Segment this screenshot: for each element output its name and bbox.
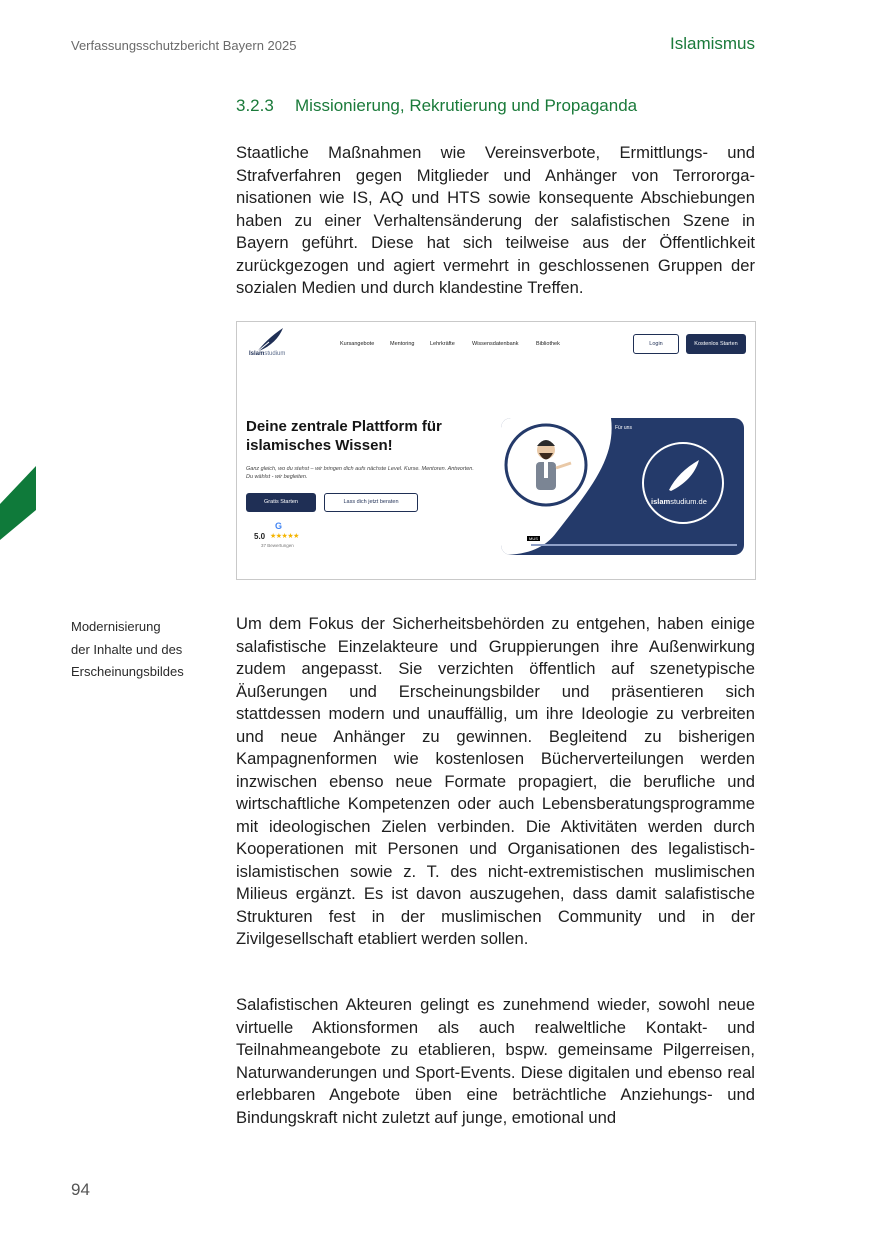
margin-note-line: Modernisierung [71, 619, 161, 634]
site-logo-text: Islamstudium [249, 351, 286, 357]
hero-subtitle: Ganz gleich, wo du stehst – wir bringen dich aufs nächste Level. Kurse. Mentoren. Antworten. Du wählst - wir begleiten. [246, 466, 474, 480]
page-number: 94 [71, 1180, 90, 1199]
nav-bibliothek: Bibliothek [536, 341, 560, 347]
video-artwork [501, 418, 744, 555]
section-heading [236, 96, 637, 116]
nav-lehrkraefte: Lehrkräfte [430, 341, 455, 347]
video-logo-text: islamstudium.de [651, 497, 707, 506]
section-title: Missionierung, Rekrutierung und Propaganda [295, 96, 638, 115]
consultation-button: Lass dich jetzt beraten [324, 493, 418, 512]
running-header-title: Verfassungsschutzbericht Bayern 2025 [71, 38, 297, 53]
rating-stars-icon: ★★★★★ [270, 533, 299, 540]
margin-note-line: Erscheinungsbildes [71, 664, 184, 679]
nav-mentoring: Mentoring [390, 341, 415, 347]
section-number: 3.2.3 [236, 96, 274, 115]
embedded-website-screenshot [236, 321, 756, 580]
paragraph-activities: Salafistischen Akteuren gelingt es zunehmend wieder, sowohl neue virtuelle Aktionsformen als auch realweltliche Kontakt- und Teilnahmeangebote zu etablieren, bspw. gemeinsame Pilgerreisen, Naturwanderungen und Sport-Events. Diese digitalen und ebenso real erlebbaren Angebote üben eine beträchtliche Anziehungs- und Bindungskraft nicht zuletzt auf junge, emotional und [236, 995, 755, 1127]
hero-title: Deine zentrale Plattform für islamisches Wissen! [246, 418, 442, 454]
nav-wissensdatenbank: Wissensdatenbank [472, 341, 519, 347]
margin-note-line: der Inhalte und des [71, 641, 183, 657]
google-icon: G [275, 521, 283, 531]
paragraph-intro: Staatliche Maßnahmen wie Vereinsverbote, Ermittlungs- und Strafverfahren gegen Mitglieder und Anhänger von Terrororganisationen wie IS, AQ und HTS sowie konsequente Abschiebungen haben zu einer Verhaltensänderung der salafistischen Szene in Bayern geführt. Diese hat sich teilweise aus der Öffentlichkeit zurückgezogen und agiert vermehrt in geschlossenen Gruppen der sozialen Medien und durch klandestine Treffen. [236, 143, 755, 297]
review-count: 37 Bewertungen [261, 543, 294, 548]
start-free-button: Kostenlos Starten [686, 334, 746, 354]
rating-value: 5.0 [254, 532, 266, 541]
paragraph-modernization: Um dem Fokus der Sicherheitsbehörden zu entgehen, haben einige salafistische Einzelakteure und Gruppierungen ihre Außenwirkung zudem angepasst. Sie verzichten öffentlich auf szenetypische Äußerungen und Erscheinungsbilder und präsentieren sich stattdessen modern und unauffällig, um ihre Ideologie zu verbreiten und neue Anhänger zu gewinnen. Begleitend zu bisherigen Kampagnenformen wie kostenlosen Bücherverteilungen werden inzwischen ebenso neue Formate propagiert, die berufliche und wirtschaftliche Kompetenzen oder auch Lebensberatungsprogramme mit ideologischen Zielen verbinden. Die Aktivitäten werden durch Kooperationen mit Personen und Organisationen des legalistisch-islamistischen sowie z. T. des nicht-extremistischen muslimischen Milieus ergänzt. Es ist davon auszugehen, dass damit salafistische Strukturen fest in der muslimischen Community und in der Zivilgesellschaft etabliert werden sollen. [236, 614, 755, 948]
gratis-start-button: Gratis Starten [246, 493, 316, 512]
margin-note [71, 616, 184, 684]
nav-kursangebote: Kursangebote [340, 341, 375, 347]
video-tag: Für uns [615, 425, 632, 431]
video-player [501, 418, 744, 555]
login-button: Login [633, 334, 679, 354]
video-label: MUS [529, 536, 538, 541]
chapter-tab-marker [0, 466, 36, 540]
running-header-chapter: Islamismus [669, 34, 755, 53]
